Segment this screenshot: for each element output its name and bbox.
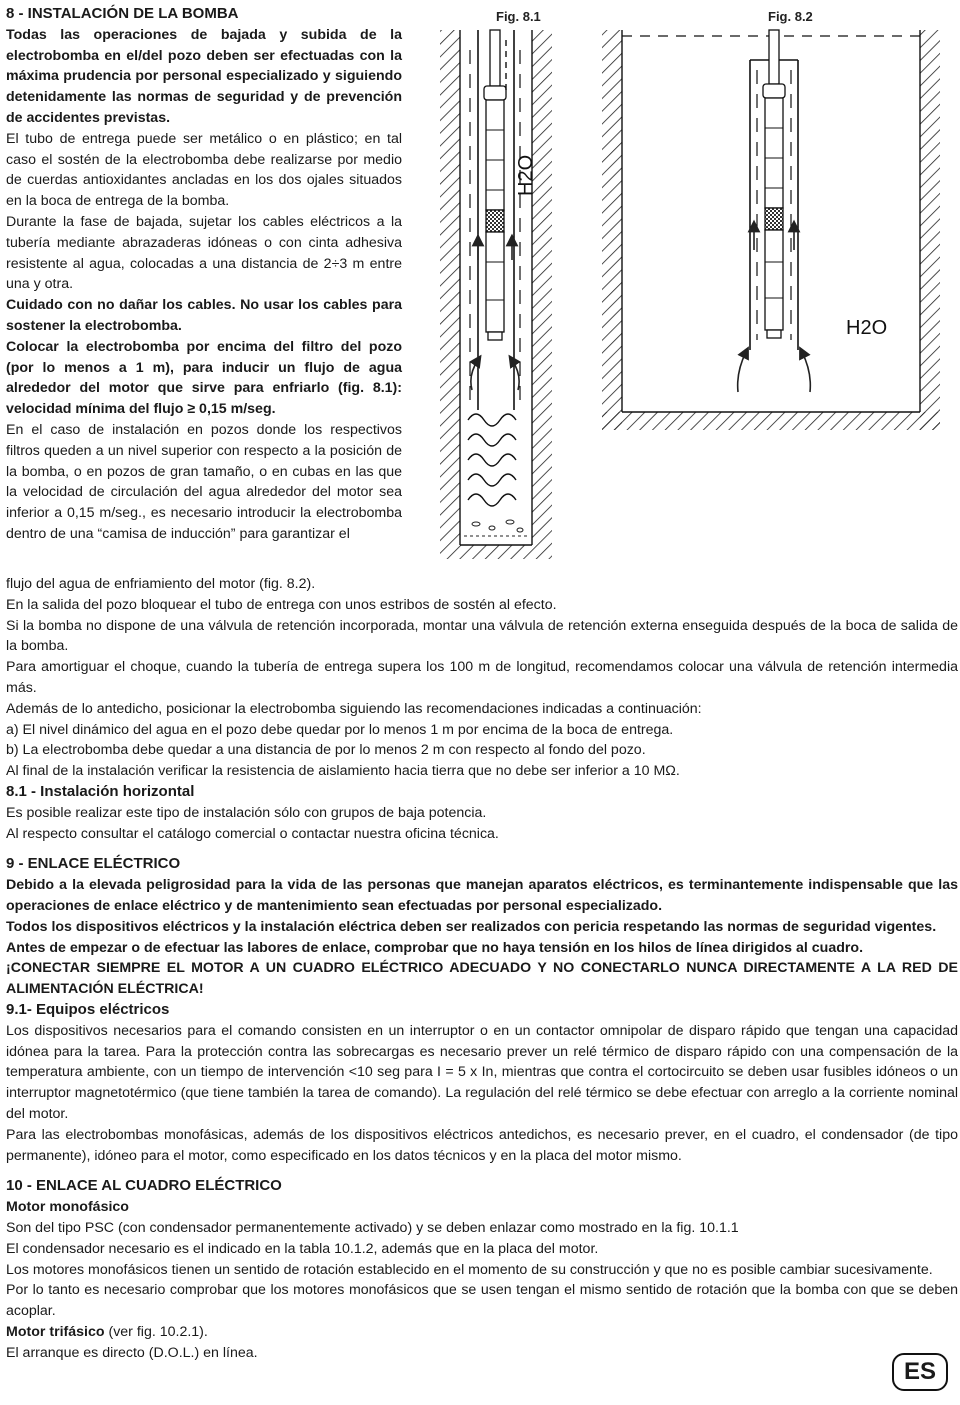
language-badge: ES bbox=[892, 1353, 948, 1391]
sec10-subtitle-monophase: Motor monofásico bbox=[6, 1199, 129, 1216]
sec9-paragraph-1: Debido a la elevada peligrosidad para la vida de las personas que manejan aparatos eléctricos, es terminantemente indispensable que las operaciones de enlace eléctrico y de mantenimiento sean efectuadas por personal especializado. bbox=[6, 877, 958, 914]
fig-8-1-label: Fig. 8.1 bbox=[496, 9, 541, 24]
sec8-paragraph-13: Al final de la instalación verificar la resistencia de aislamiento hacia tierra que no debe ser inferior a 10 MΩ. bbox=[6, 763, 680, 780]
sec81-paragraph-2: Al respecto consultar el catálogo comercial o contactar nuestra oficina técnica. bbox=[6, 825, 499, 842]
sec8-paragraph-2: El tubo de entrega puede ser metálico o en plástico; en tal caso el sostén de la electrobomba debe realizarse por medio de cuerdas antioxidantes ancladas en los dos ojales situados en la boca de entrega de la bomba. bbox=[6, 130, 402, 210]
section-8-1-title: 8.1 - Instalación horizontal bbox=[6, 782, 195, 800]
sec8-item-a: a) El nivel dinámico del agua en el pozo debe quedar por lo menos 1 m por encima de la boca de entrega. bbox=[6, 721, 674, 738]
sec8-paragraph-5: Colocar la electrobomba por encima del filtro del pozo (por lo menos a 1 m), para inducir un flujo de agua alrededor del motor que sirve para enfriarlo (fig. 8.1): velocidad mínima del flujo ≥ 0,15 m/seg. bbox=[6, 338, 402, 418]
sec91-paragraph-2: Para las electrobombas monofásicas, además de los dispositivos eléctricos antedichos, es necesario prever, en el cuadro, el condensador (de tipo permanente), idóneo para el motor, como especificado en los datos técnicos y en la placa del motor mismo. bbox=[6, 1126, 958, 1164]
section-9-1-title: 9.1- Equipos eléctricos bbox=[6, 1000, 170, 1018]
sec8-paragraph-8: Si la bomba no dispone de una válvula de retención incorporada, montar una válvula de retención externa enseguida después de la boca de salida de la bomba. bbox=[6, 617, 958, 655]
sec91-paragraph-1: Los dispositivos necesarios para el comando consisten en un interruptor o en un contactor omnipolar de disparo rápido que tengan una capacidad idónea para la tarea. Para la protección contra las sobrecargas es necesario prever un relé térmico de disparo rápido con una compensación de la temperatura ambiente, con un tiempo de intervención <10 seg para I = 5 x In, mientras que contra el cortocircuito se deben usar fusibles idóneos o un interruptor magnetotérmico (que tiene también la tarea de comando). La regulación del relé térmico se debe efectuar con arreglo a la corriente nominal del motor. bbox=[6, 1022, 958, 1122]
sec10-paragraph-1: Son del tipo PSC (con condensador permanentemente activado) y se deben enlazar como mostrado en la fig. 10.1.1 bbox=[6, 1219, 739, 1236]
sec10-threephase-ref: (ver fig. 10.2.1). bbox=[104, 1323, 208, 1340]
fig-8-2-label: Fig. 8.2 bbox=[768, 9, 813, 24]
fig-8-1-well bbox=[440, 30, 552, 559]
sec8-paragraph-6-cont: flujo del agua de enfriamiento del motor (fig. 8.2). bbox=[6, 576, 316, 592]
sec8-item-b: b) La electrobomba debe quedar a una distancia de por lo menos 2 m con respecto al fondo del pozo. bbox=[6, 742, 646, 759]
fig-8-2-well bbox=[602, 30, 940, 430]
sec8-paragraph-4: Cuidado con no dañar los cables. No usar los cables para sostener la electrobomba. bbox=[6, 297, 402, 334]
section-8-title: 8 - INSTALACIÓN DE LA BOMBA bbox=[6, 5, 239, 22]
section-10-title: 10 - ENLACE AL CUADRO ELÉCTRICO bbox=[6, 1177, 282, 1195]
sec10-paragraph-4: Por lo tanto es necesario comprobar que los motores monofásicos que se usen tengan el mismo sentido de rotación que la bomba con que se deben acoplar. bbox=[6, 1282, 958, 1320]
sec8-paragraph-3: Durante la fase de bajada, sujetar los cables eléctricos a la tubería mediante abrazaderas idóneas o con cinta adhesiva resistente al agua, colocadas a una distancia de 2÷3 m entre una y otra. bbox=[6, 213, 402, 293]
sec10-paragraph-2: El condensador necesario es el indicado en la tabla 10.1.2, además que en la placa del motor. bbox=[6, 1240, 599, 1257]
well-diagrams bbox=[420, 0, 960, 580]
sec8-paragraph-6: En el caso de instalación en pozos donde los respectivos filtros queden a un nivel superior con respecto a la posición de la bomba, o en pozos de gran tamaño, o en cubas en las que la velocidad de circulación del agua alrededor del motor sea inferior a 0,15 m/seg., es necesario introducir la electrobomba dentro de una “camisa de inducción” para garantizar el bbox=[6, 421, 402, 542]
section-9-title: 9 - ENLACE ELÉCTRICO bbox=[6, 855, 181, 873]
full-width-text bbox=[6, 574, 958, 1363]
sec9-warning: ¡CONECTAR SIEMPRE EL MOTOR A UN CUADRO ELÉCTRICO ADECUADO Y NO CONECTARLO NUNCA DIRECTAMENTE A LA RED DE ALIMENTACIÓN ELÉCTRICA! bbox=[6, 960, 958, 998]
sec10-paragraph-5: El arranque es directo (D.O.L.) en línea. bbox=[6, 1344, 258, 1361]
section-8-column bbox=[6, 4, 402, 545]
sec8-paragraph-7: En la salida del pozo bloquear el tubo de entrega con unos estribos de sostén al efecto. bbox=[6, 596, 557, 613]
sec8-paragraph-9: Para amortiguar el choque, cuando la tubería de entrega supera los 100 m de longitud, recomendamos colocar una válvula de retención intermedia más. bbox=[6, 659, 958, 696]
sec10-subtitle-threephase-line bbox=[6, 1322, 958, 1343]
sec8-paragraph-1: Todas las operaciones de bajada y subida de la electrobomba en el/del pozo deben ser efectuadas con la máxima prudencia por personal especializado y siguiendo detenidamente las normas de seguridad y de prevención de accidentes previstas. bbox=[6, 26, 402, 126]
fig-8-2-water-label: H2O bbox=[846, 317, 888, 339]
sec10-paragraph-3: Los motores monofásicos tienen un sentido de rotación establecido en el momento de su construcción y que no es posible cambiar sucesivamente. bbox=[6, 1261, 933, 1278]
sec9-paragraph-2: Todos los dispositivos eléctricos y la instalación eléctrica deben ser realizados con pericia respetando las normas de seguridad vigentes. bbox=[6, 918, 937, 935]
sec81-paragraph-1: Es posible realizar este tipo de instalación sólo con grupos de baja potencia. bbox=[6, 804, 487, 821]
fig-8-1-water-label: H2O bbox=[515, 154, 537, 196]
sec10-subtitle-threephase: Motor trifásico bbox=[6, 1323, 105, 1340]
figures-area bbox=[420, 0, 960, 580]
sec8-paragraph-10: Además de lo antedicho, posicionar la electrobomba siguiendo las recomendaciones indicadas a continuación: bbox=[6, 700, 702, 717]
sec9-paragraph-3: Antes de empezar o de efectuar las labores de enlace, comprobar que no haya tensión en los hilos de línea dirigidos al cuadro. bbox=[6, 939, 864, 956]
